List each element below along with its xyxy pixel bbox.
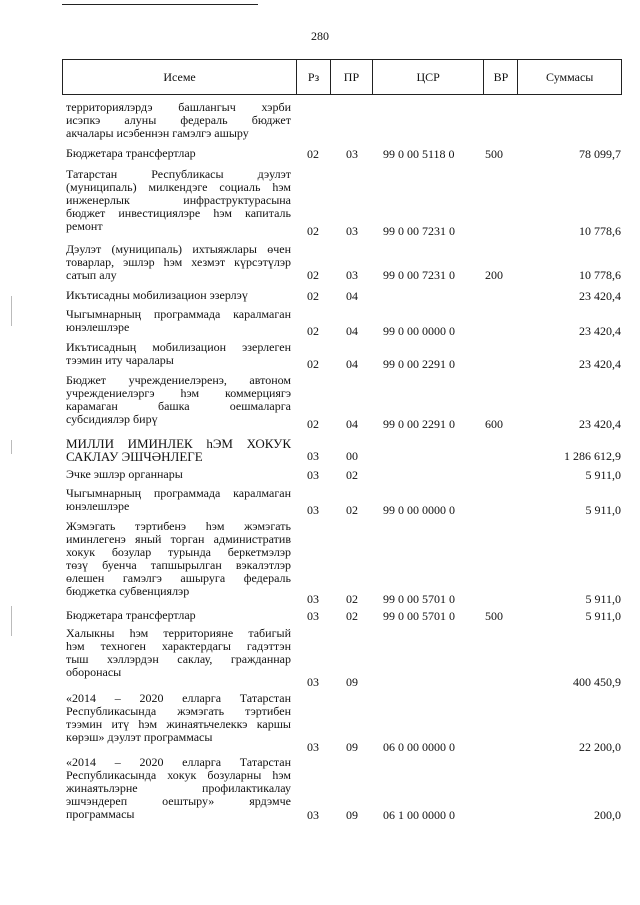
- table-row: [66, 308, 621, 338]
- header-name: Исеме: [63, 60, 297, 94]
- row-vr: 500: [485, 147, 503, 161]
- row-sum: 5 911,0: [585, 503, 621, 517]
- header-csr: ЦСР: [373, 60, 485, 94]
- row-name-line: оборонасы: [66, 665, 122, 679]
- row-csr: 06 0 00 0000 0: [383, 740, 455, 754]
- table-row: [66, 437, 621, 463]
- row-sum: 23 420,4: [579, 417, 621, 431]
- table-row: [66, 243, 621, 282]
- row-rz: 02: [307, 324, 319, 338]
- row-rz: 03: [307, 468, 319, 482]
- row-sum: 78 099,7: [579, 147, 621, 161]
- row-pr: 09: [346, 740, 358, 754]
- row-pr: 04: [346, 324, 358, 338]
- row-name-line: САКЛАУ ЭШЧӘНЛЕГЕ: [66, 449, 203, 464]
- row-name-line: Халыкны hэм территориянe табигый: [66, 626, 291, 640]
- row-pr: 09: [346, 808, 358, 822]
- table-row: [66, 147, 621, 161]
- row-name: [66, 101, 291, 140]
- row-name: [66, 147, 291, 160]
- row-rz: 03: [307, 808, 319, 822]
- row-csr: 06 1 00 0000 0: [383, 808, 455, 822]
- header-vr: ВР: [484, 60, 518, 94]
- row-name-line: ремонт: [66, 219, 103, 233]
- table-row: [66, 520, 621, 606]
- row-sum: 5 911,0: [585, 609, 621, 623]
- row-name-line: товарлар, эшлэр hэм хезмэт күрсэтүлэр: [66, 255, 291, 269]
- row-name-line: субсидиялэр бирү: [66, 412, 158, 426]
- row-name-line: Татарстан Республикасы дэулэт: [66, 167, 291, 181]
- row-rz: 02: [307, 147, 319, 161]
- row-csr: 99 0 00 2291 0: [383, 417, 455, 431]
- row-sum: 5 911,0: [585, 468, 621, 482]
- row-name-line: учреждениелэргэ hэм коммерциягэ: [66, 386, 291, 400]
- row-csr: 99 0 00 7231 0: [383, 268, 455, 282]
- row-name: [66, 243, 291, 282]
- row-pr: 02: [346, 609, 358, 623]
- row-rz: 03: [307, 503, 319, 517]
- row-name-line: тээмин иту чаралары: [66, 353, 174, 367]
- row-name-line: Республикасында хокук бозуларны hэм: [66, 768, 291, 782]
- row-pr: 09: [346, 675, 358, 689]
- row-name-line: жинаятьлэрне профилактикалау: [66, 781, 291, 795]
- row-sum: 23 420,4: [579, 324, 621, 338]
- row-csr: 99 0 00 0000 0: [383, 503, 455, 517]
- row-name-line: сатып алу: [66, 268, 117, 282]
- header-rz: Рз: [297, 60, 331, 94]
- row-pr: 04: [346, 289, 358, 303]
- row-rz: 02: [307, 417, 319, 431]
- top-rule: [62, 4, 258, 5]
- table-row: [66, 692, 621, 754]
- row-csr: 99 0 00 5701 0: [383, 609, 455, 623]
- row-rz: 03: [307, 592, 319, 606]
- row-name: [66, 520, 291, 598]
- table-row: [66, 468, 621, 482]
- row-rz: 02: [307, 289, 319, 303]
- row-rz: 02: [307, 357, 319, 371]
- row-name: [66, 487, 291, 513]
- row-csr: 99 0 00 2291 0: [383, 357, 455, 371]
- table-row: [66, 168, 621, 238]
- row-name-line: hэм техноген характердагы гадэттэн: [66, 639, 291, 653]
- row-name-line: Дэулэт (муниципаль) ихтыяжлары өчен: [66, 242, 291, 256]
- row-pr: 03: [346, 147, 358, 161]
- row-name-line: төзү буенча тапшырылган вэкалэтлэр: [66, 558, 291, 572]
- page-number: 280: [311, 29, 329, 43]
- row-name: [66, 437, 291, 463]
- row-name: [66, 308, 291, 334]
- row-csr: 99 0 00 5118 0: [383, 147, 455, 161]
- row-name-line: көрэш» дэулэт программасы: [66, 730, 213, 744]
- row-vr: 600: [485, 417, 503, 431]
- row-pr: 03: [346, 268, 358, 282]
- row-rz: 03: [307, 675, 319, 689]
- table-row: [66, 609, 621, 623]
- row-name-line: Республикасында жэмэгать тэртибен: [66, 704, 291, 718]
- row-name-line: исэпкэ алуны федераль бюджет: [66, 113, 291, 127]
- row-rz: 03: [307, 740, 319, 754]
- row-name-line: Бюджетара трансфертлар: [66, 146, 196, 160]
- scan-mark: [11, 606, 12, 636]
- row-name: [66, 468, 291, 481]
- table-header: [62, 59, 622, 95]
- header-pr: ПР: [331, 60, 373, 94]
- table-row: [66, 341, 621, 371]
- row-name-line: хокук бозулар турында беркетмэлэр: [66, 545, 291, 559]
- row-name-line: Жэмэгать тэртибенэ hэм жэмэгать: [66, 519, 291, 533]
- row-name-line: юнэлешлэре: [66, 499, 130, 513]
- row-name-line: карамаган башка оешмаларга: [66, 399, 291, 413]
- row-sum: 10 778,6: [579, 268, 621, 282]
- table-row: [66, 487, 621, 517]
- header-sum: Суммасы: [545, 69, 594, 84]
- row-pr: 03: [346, 224, 358, 238]
- row-name-line: өлешен гамэлгэ ашыруга федераль: [66, 571, 291, 585]
- row-sum: 10 778,6: [579, 224, 621, 238]
- row-sum: 200,0: [594, 808, 621, 822]
- row-csr: 99 0 00 5701 0: [383, 592, 455, 606]
- row-rz: 02: [307, 268, 319, 282]
- scan-mark: [11, 440, 12, 454]
- row-name-line: инженерлык инфраструктурасына: [66, 193, 291, 207]
- row-pr: 00: [346, 449, 358, 463]
- row-pr: 02: [346, 592, 358, 606]
- row-sum: 23 420,4: [579, 357, 621, 371]
- row-name-line: Эчке эшлэр органнары: [66, 467, 183, 481]
- row-sum: 23 420,4: [579, 289, 621, 303]
- row-pr: 02: [346, 468, 358, 482]
- row-name: [66, 627, 291, 679]
- row-csr: 99 0 00 7231 0: [383, 224, 455, 238]
- row-name: [66, 289, 291, 302]
- row-name-line: Чыгымнарның программада каралмаган: [66, 486, 291, 500]
- row-sum: 1 286 612,9: [564, 449, 621, 463]
- row-name-line: «2014 – 2020 елларга Татарстан: [66, 691, 291, 705]
- row-name-line: Чыгымнарның программада каралмаган: [66, 307, 291, 321]
- row-name-line: тыш хэллэрдэн саклау, гражданнар: [66, 652, 291, 666]
- row-name-line: «2014 – 2020 елларга Татарстан: [66, 755, 291, 769]
- row-name: [66, 168, 291, 233]
- row-pr: 02: [346, 503, 358, 517]
- row-name-line: (муниципаль) милкендэге социаль hэм: [66, 180, 291, 194]
- row-name: [66, 341, 291, 367]
- table-row: [66, 374, 621, 431]
- row-name-line: иминлегенэ яный торган административ: [66, 532, 291, 546]
- row-sum: 400 450,9: [573, 675, 621, 689]
- row-name-line: территориялэрдэ башлангыч хэрби: [66, 100, 291, 114]
- row-name: [66, 609, 291, 622]
- row-pr: 04: [346, 357, 358, 371]
- table-row: [66, 756, 621, 822]
- table-row: [66, 101, 621, 140]
- table-row: [66, 627, 621, 689]
- row-name-line: акчалары исэбеннэн гамэлгэ ашыру: [66, 126, 249, 140]
- row-rz: 03: [307, 449, 319, 463]
- row-name-line: Бюджетара трансфертлар: [66, 608, 196, 622]
- table-row: [66, 289, 621, 303]
- row-csr: 99 0 00 0000 0: [383, 324, 455, 338]
- row-name: [66, 756, 291, 821]
- row-name-line: бюджет инвестициялэре hэм капиталь: [66, 206, 291, 220]
- scan-mark: [11, 296, 12, 326]
- row-name-line: бюджетка субвенциялэр: [66, 584, 190, 598]
- row-name-line: программасы: [66, 807, 135, 821]
- row-name: [66, 374, 291, 426]
- row-name-line: Икътисадны мобилизацион эзерлэү: [66, 288, 248, 302]
- row-name: [66, 692, 291, 744]
- row-sum: 22 200,0: [579, 740, 621, 754]
- row-name-line: тээмин итү hэм жинаятьчелеккэ каршы: [66, 717, 291, 731]
- row-rz: 03: [307, 609, 319, 623]
- row-name-line: эшчэндереп оештыру» ярдэмче: [66, 794, 291, 808]
- row-sum: 5 911,0: [585, 592, 621, 606]
- row-name-line: юнэлешлэре: [66, 320, 130, 334]
- row-name-line: МИЛЛИ ИМИНЛЕК hЭМ ХОКУК: [66, 436, 291, 451]
- row-vr: 200: [485, 268, 503, 282]
- row-name-line: Бюджет учреждениелэренэ, автоном: [66, 373, 291, 387]
- row-vr: 500: [485, 609, 503, 623]
- row-rz: 02: [307, 224, 319, 238]
- row-name-line: Икътисадның мобилизацион эзерлеген: [66, 340, 291, 354]
- row-pr: 04: [346, 417, 358, 431]
